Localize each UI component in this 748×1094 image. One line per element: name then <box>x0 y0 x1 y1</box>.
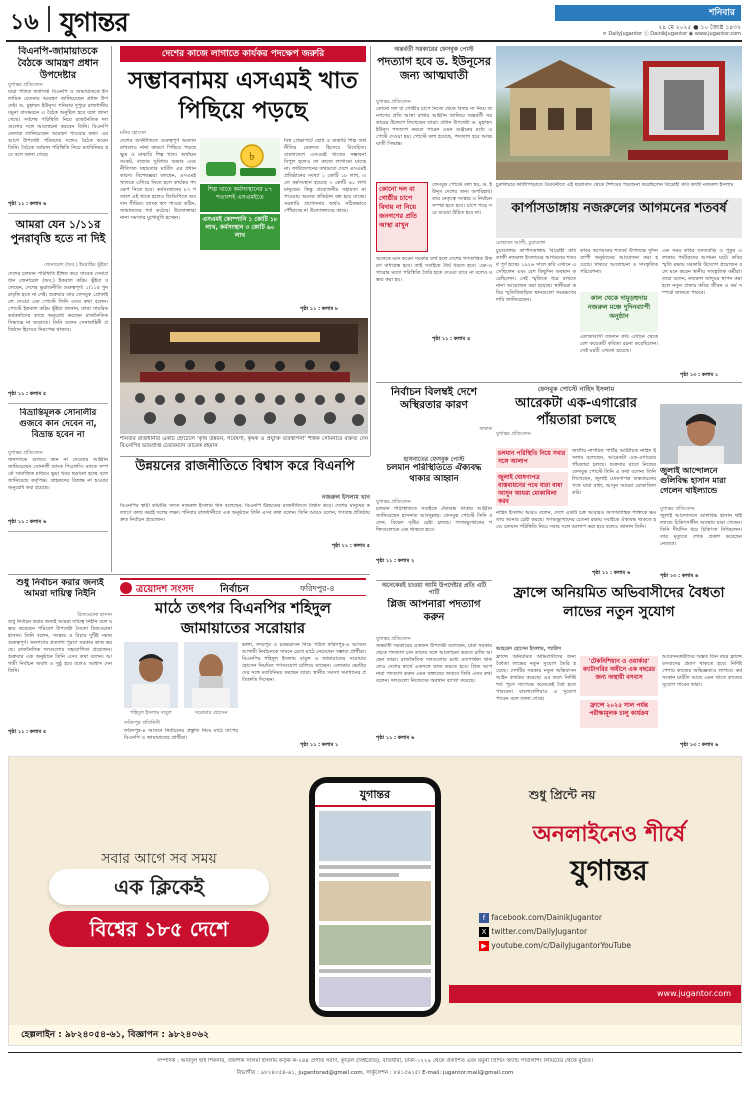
byline: যুগান্তর প্রতিবেদন <box>376 499 411 505</box>
ad-right-tag: শুধু প্রিন্টে নয় <box>529 788 596 802</box>
continued-ref[interactable]: পৃষ্ঠা ১১ : কলাম ৬ <box>8 201 47 207</box>
continued-ref[interactable]: পৃষ্ঠা ১১ : কলাম ৪ <box>432 336 471 342</box>
candidate-photo-1 <box>124 642 178 708</box>
coin-hand-icon <box>200 138 280 182</box>
hotline-bar: হেল্পলাইন : ৯৮২৪০৫৪-৬১, বিজ্ঞাপন : ৯৮২৪০৬২ <box>9 1025 741 1045</box>
body-text: আবেদনকারীদের অন্তত তিন বছর ফ্রান্সে বসবাসের প্রমাণ থাকতে হবে। নির্দিষ্ট পেশায় কাজের অভিজ্ঞতাও লাগবে। কর্মসংস্থান ঘাটতি আছে এমন খাতে কাজের সুযোগ পাবেন তারা। <box>662 654 742 688</box>
kicker: অনেকেরই চাওয়া আমি উপদেষ্টার প্রতি এটি পার্টি <box>381 582 487 596</box>
twitter-handle[interactable]: DailyJugantor <box>608 31 643 37</box>
series-label: ত্রয়োদশ সংসদ <box>136 584 194 595</box>
headline[interactable]: ফ্রান্সে অনিয়মিত অভিবাসীদের বৈধতা লাভের নতুন সুযোগ <box>513 585 725 620</box>
headline[interactable]: প্লিজ আপনারা পদত্যাগ করুন <box>387 599 481 623</box>
newspaper-logo[interactable]: যুগান্তর <box>60 8 128 38</box>
body-text: অন্তর্বর্তী সরকারের একজন উপদেষ্টা বলেছেন, যারা সরকার থেকে পদত্যাগ চান তাদের সঙ্গে আলোচনা করতে রাজি আছেন তারা। রাজনৈতিক দলগুলোর মধ্যে মতপার্থক্য থাকলেও দেশের স্বার্থে একসঙ্গে কাজ করতে হবে। প্লিজ আপনারা পদত্যাগ করুন এমন বক্তব্যের জবাবে তিনি এসব কথা বলেন। দলগুলো নিজেদের অবস্থান ব্যাখ্যা করেছে। <box>376 643 492 684</box>
body-text: শুধু নির্বাচন করার জন্যই আমরা দায়িত্ব নিইনি বলে মন্তব্য করেছেন পরিবেশ উপদেষ্টা সৈয়দা রিজওয়ানা হাসান। তিনি বলেন, সংস্কার ও বিচার দুটিই সমান গুরুত্বপূর্ণ। জনগণের প্রত্যাশা পূরণে সরকার কাজ করছে। রাজনৈতিক দলগুলোর সহযোগিতা প্রয়োজন। শুক্রবার এক অনুষ্ঠানে তিনি এসব কথা বলেন। আগামী নির্বাচন অবাধ ও সুষ্ঠু হবে বলেও আশ্বাস দেন তিনি। <box>8 619 112 674</box>
body-text: যারা পতিত ফ্যাসিস্ট বিএনপি ও জামায়াতকে ইসলামিক চেতনায় আমন্ত্রণ জানিয়েছেন প্রধান উপদেষ্টা ড. মুহাম্মদ ইউনূস। শনিবার দুপুরে রাজধানীর যমুনা বাসভবনে এ বৈঠক অনুষ্ঠিত হবে বলে জানা গেছে। সর্বশেষ পরিস্থিতি নিয়ে রাজনৈতিক দলগুলোর সঙ্গে আলোচনা করবেন তিনি। বিএনপি নেতারা জানিয়েছেন আমন্ত্রণ পাওয়ার কথা। এর আগে উপদেষ্টা পরিষদের সঙ্গেও বৈঠক করেন তিনি। বৈঠকে বর্তমান পরিস্থিতি নিয়ে মতবিনিময় হবে বলে জানা গেছে। <box>8 89 108 158</box>
lead-body-left: দেশের অর্থনীতিতে গুরুত্বপূর্ণ অবদান রাখলেও নানা কারণে পিছিয়ে পড়ছে ক্ষুদ্র ও মাঝারি শিল্প খাত। অর্থায়ন সংকট, বাজার সুবিধার অভাব এবং নীতিগত সহায়তার ঘাটতি এর প্রধান কারণ। বিশেষজ্ঞরা বলছেন, এসএমই খাতকে এগিয়ে নিতে হলে কার্যকর পদক্ষেপ নিতে হবে। কর্মসংস্থানের ৮৭ শতাংশ এই খাতে হলেও জিডিপিতে অবদান সীমিত। ব্যাংক ঋণ পাওয়া কঠিন, জামানতের শর্ত কঠোর। উদ্যোক্তারা নানা সমস্যার মুখোমুখি হচ্ছেন। <box>120 138 196 221</box>
headline[interactable]: বিভ্রান্তিমূলক সোনালীর গুজবে কান দেবেন না, বিভ্রান্ত হবেন না <box>19 408 97 440</box>
continued-ref[interactable]: পৃষ্ঠা ১১ : কলাম ৫ <box>331 543 370 549</box>
online-ad[interactable] <box>8 756 742 1046</box>
pull-quote: চলমান পরিস্থিতি নিয়ে সবার সঙ্গে আলাপ <box>496 448 568 468</box>
ad-right-headline: অনলাইনেও শীর্ষে <box>532 822 686 847</box>
nazrul-pull: কাল থেকে দামুড়হুদায় নজরুল মঞ্চে দুদিনব্যাপী অনুষ্ঠান <box>580 292 658 332</box>
photo-caption: শনিবার রাজধানীর একটি হোটেলে 'কৃষি উন্নয়ন, গবেষণা, কৃষক ও প্রযুক্তি ব্যবস্থাপনা' শীর্ষক সেমিনারে বক্তব্য দেন বিএনপির ভারপ্রাপ্ত চেয়ারম্যান তারেক রহমান <box>120 436 368 449</box>
byline: ফারুক <box>479 426 492 432</box>
body-text: জনগণকে গুজবে কান না দেওয়ার আহ্বান জানিয়েছেন সোনালী ব্যাংক পিএলসি। ব্যাংক সম্পর্কে সামাজিক মাধ্যমে ভুয়া খবর ছড়ানো হচ্ছে বলে জানিয়েছে কর্তৃপক্ষ। গ্রাহকদের বিভ্রান্ত না হওয়ার অনুরোধ করা হয়েছে। <box>8 457 108 491</box>
headline[interactable]: আরেকটা এক-এগারোর পাঁয়তারা চলছে <box>515 396 637 428</box>
website-link[interactable]: www.jugantor.com <box>694 31 741 37</box>
continued-ref[interactable]: পৃষ্ঠা ১১ : কলাম ৬ <box>8 519 47 525</box>
lead-headline[interactable]: সম্ভাবনাময় এসএমই খাত পিছিয়ে পড়ছে <box>128 68 358 124</box>
masthead <box>0 0 748 42</box>
election-story <box>376 386 492 452</box>
body-text: জাতীয় নাগরিক পার্টির আহ্বায়ক নাহিদ ইসলাম বলেছেন, আরেকটা এক-এগারোর পাঁয়তারা চলছে। শুক্রবার রাতে নিজের ফেসবুক পোস্টে তিনি এ কথা বলেন। তিনি লিখেছেন, জুলাই ঘোষণাপত্র বাস্তবায়নের পথে যারা বাধা, আসুন আমরা মোকাবিলা করি। <box>572 448 656 496</box>
continued-ref[interactable]: পৃষ্ঠা ১১ : কলাম ৬ <box>376 735 415 741</box>
day-badge: শনিবার <box>555 5 741 21</box>
byline: যুগান্তর প্রতিবেদন <box>8 82 43 88</box>
continued-ref[interactable]: পৃষ্ঠা ১৩ : কলাম ৬ <box>680 742 719 748</box>
twitter-link[interactable]: X twitter.com/DailyJugantor <box>479 925 719 939</box>
contact-line: বিভাগীয় : ৯৮২৪০৫৪-৬১, jugantorad@gmail.com, সার্কুলেশন : ৮৪১৫৬১৫। E-mail: jugantor.mail@gmail.com <box>236 1070 514 1076</box>
headline[interactable]: আমরা যেন ১/১১র পুনরাবৃত্তি হতে না দিই <box>10 218 106 245</box>
body-text: বিএনপির স্থায়ী কমিটির সদস্য নজরুল ইসলাম খান বলেছেন, বিএনপি উন্নয়নের রাজনীতিতে বিশ্বাস করে। দেশের মানুষের কল্যাণে কাজ করাই দলের লক্ষ্য। শনিবার রাজধানীতে এক অনুষ্ঠানে তিনি এসব কথা বলেন। তিনি আরও বলেন, গণতন্ত্র প্রতিষ্ঠায় দ্রুত নির্বাচন প্রয়োজন। <box>120 503 370 523</box>
ad-url-bar[interactable]: www.jugantor.com <box>449 985 741 1003</box>
pull-quote: জুলাই ঘোষণাপত্র বাস্তবায়নের পথে যারা বাধা আসুন আমরা মোকাবিলা করব <box>496 472 568 506</box>
headline[interactable]: জুলাই আন্দোলনে গুলিবিদ্ধ হাসান মারা গেলেন থাইল্যান্ডে <box>660 466 726 495</box>
nahid-story <box>496 386 656 580</box>
twitter-icon: X <box>479 927 489 937</box>
byline: যুগান্তর প্রতিবেদন <box>8 450 43 456</box>
headline[interactable]: নির্বাচন বিলম্বই দেশে অস্থিরতার কারণ <box>391 386 477 411</box>
parliament-banner <box>120 578 366 596</box>
byline: রিজওয়ানা হাসান <box>77 612 112 618</box>
constituency: ফরিদপুর-৪ <box>300 584 335 593</box>
politics-story <box>120 458 370 548</box>
continued-ref[interactable]: পৃষ্ঠা ১১ : কলাম ৮ <box>300 306 339 312</box>
migrant-headline-box <box>496 584 742 644</box>
continued-ref[interactable]: পৃষ্ঠা ১১ : কলাম ৬ <box>592 570 631 576</box>
byline: যুগান্তর প্রতিবেদন <box>660 506 695 512</box>
byline: মোহাম্মদ আলী, চুয়াডাঙ্গা <box>496 240 546 246</box>
candidate-photo-2 <box>184 642 238 708</box>
hasan-photo <box>660 404 742 464</box>
phone-mockup <box>309 777 441 1017</box>
ad-tagline-1: সবার আগে সব সময় <box>101 851 217 867</box>
headline[interactable]: শুধু নির্বাচন করার জন্যই আমরা দায়িত্ব নিইনি <box>16 578 104 599</box>
continued-ref[interactable]: পৃষ্ঠা ১১ : কলাম ৫ <box>8 729 47 735</box>
nazrul-headline-box <box>496 198 742 238</box>
body-text: ফরিদপুর-৪ আসনে নির্বাচনের প্রস্তুতি নিয়ে মাঠে তৎপর বিএনপি ও জামায়াতের প্রার্থীরা। <box>124 728 238 741</box>
ad-right-logo: যুগান্তর <box>570 854 648 887</box>
continued-ref[interactable]: পৃষ্ঠা ১১ : কলাম ৫ <box>8 391 47 397</box>
stat-box-2: এসএমই কোম্পানি ১ কোটি ১৮ লাখ, কর্মসংস্থান ৩ কোটি ৬০ লাখ <box>200 214 280 250</box>
byline: জেনারেল (অব.) ইবরাহিম ভূঁইয়া <box>44 262 108 268</box>
svg-text:৳: ৳ <box>249 150 255 163</box>
body-text: কবির আগমনের শতবর্ষ উপলক্ষে দুদিনব্যাপী অনুষ্ঠানের আয়োজন করা হয়েছে। থাকবে আলোচনা ও সাংস্কৃতিক পরিবেশনা। <box>580 248 658 275</box>
thai-story <box>660 466 742 582</box>
kicker: ফেসবুক পোস্টে নাহিদ ইসলাম <box>537 385 615 393</box>
ad-button[interactable]: এক ক্লিকেই <box>49 869 269 905</box>
continued-ref[interactable]: পৃষ্ঠা ১১ : কলাম ২ <box>376 558 415 564</box>
byline: যুগান্তর প্রতিবেদন <box>376 99 411 105</box>
yunus-story <box>376 46 492 346</box>
continued-ref[interactable]: পৃষ্ঠা ১৩ : কলাম ৬ <box>660 573 699 579</box>
headline[interactable]: কার্পাসডাঙ্গায় নজরুলের আগমনের শতবর্ষ <box>511 201 727 216</box>
body-text: ভাঙ্গা, সদরপুর ও চরভদ্রাসন নিয়ে গঠিত ফরিদপুর-৪ আসনে আগামী নির্বাচনকে সামনে রেখে মাঠে নেমেছেন সম্ভাব্য প্রার্থীরা। বিএনপির শহিদুল ইসলাম বাবুল ও জামায়াতের সরোয়ার হোসেন নিয়মিত গণসংযোগ চালিয়ে যাচ্ছেন। এলাকার ভোটারদের সঙ্গে মতবিনিময় করছেন তারা। স্থানীয় সমস্যা সমাধানের প্রতিশ্রুতি দিচ্ছেন। <box>242 642 366 683</box>
continued-ref[interactable]: পৃষ্ঠা ১৩ : কলাম ১ <box>680 372 719 378</box>
body-text: কোনো দল বা গোষ্ঠীর চাপে নিজে থেকে বিদায় না নিয়ে জনগণের প্রতি আস্থা রাখার আহ্বান জানিয়ে অন্তর্বর্তী সরকারের উদ্দেশে লিখেছেন তারা। প্রধান উপদেষ্টা ড. মুহাম্মদ ইউনূস পদত্যাগ করতে পারেন এমন গুঞ্জনের মধ্যে এ পোস্ট দেওয়া হয়। পোস্টে বলা হয়েছে, পদত্যাগ হবে আত্মঘাতী সিদ্ধান্ত। <box>376 106 492 147</box>
continued-ref[interactable]: পৃষ্ঠা ১১ : কলাম ১ <box>300 742 339 748</box>
body-text: ফ্রান্সে অনিয়মিত অভিবাসীদের জন্য বৈধতা লাভের নতুন সুযোগ তৈরি হয়েছে। দেশটির সরকার নতুন অভিবাসন আইন কার্যকর করেছে। এর ফলে নির্দিষ্ট শর্ত পূরণ সাপেক্ষে অনেকেই বৈধ হতে পারবেন। বাংলাদেশিরাও এ সুযোগ পাবেন বলে জানা গেছে। <box>496 654 576 702</box>
facebook-icon: ⓕ <box>643 31 649 37</box>
youtube-icon: ▶ <box>479 941 489 951</box>
pull-quote: কোনো দল বা গোষ্ঠীর চাপে বিদায় না নিয়ে জনগণের প্রতি আস্থা রাখুন <box>376 182 428 252</box>
body-text: এলাকাবাসী জানান কবি এখানে থেকে বেশ কয়েকটি কবিতা রচনা করেছিলেন। সেই ঘরটি এখনো রয়েছে। <box>580 334 658 354</box>
byline: যুগান্তর প্রতিবেদন <box>496 431 531 437</box>
unity-story <box>376 456 492 576</box>
rizwana-story <box>8 578 112 750</box>
phone-logo: যুগান্তর <box>315 783 435 807</box>
page-number: ১৬ <box>10 9 39 35</box>
youtube-link[interactable]: ▶ youtube.com/c/DailyJugantorYouTube <box>479 939 719 953</box>
byline: নজরুল ইসলাম খান <box>321 494 370 501</box>
seminar-photo <box>120 318 368 434</box>
lead-kicker: দেশের কাজে লাগাতে কার্যকর পদক্ষেপ জরুরি <box>120 46 366 62</box>
pull-quote: 'টেকনিশিয়ান ও ওয়ার্কার' ক্যাটাগরির অধীনে এক বছরের জন্য অস্থায়ী বসবাস <box>580 656 658 696</box>
headline[interactable]: বিএনপি-জামায়াতকে বৈঠকে আমন্ত্রণ প্রধান উপদেষ্টার <box>17 46 99 81</box>
lead-body-right: বিশ্ব প্রেক্ষাপটে ছোট ও মাঝারি শিল্প অর্থনীতির মেরুদণ্ড হিসেবে বিবেচিত। বাংলাদেশে এসএমই খাতের সম্ভাবনা বিপুল হলেও তা কাজে লাগানো যাচ্ছে না। ফাউন্ডেশনের তথ্যমতে দেশে এসএমই প্রতিষ্ঠানের সংখ্যা ১ কোটি ১৮ লাখ, এতে কর্মসংস্থান হয়েছে ৩ কোটি ৬০ লাখ মানুষের। কিন্তু প্রয়োজনীয় সহায়তা না পাওয়ায় অনেক প্রতিষ্ঠান বন্ধ হয়ে যাচ্ছে। সরকারি প্রণোদনার অর্থও সঠিকভাবে পৌঁছাচ্ছে না উদ্যোক্তাদের কাছে। <box>284 138 366 214</box>
nazrul-photo <box>496 46 742 180</box>
byline: আহমেদ হোসেন ইসলাম, প্যারিস <box>496 646 562 652</box>
body-text: জুলাই আন্দোলনে গুলিবিদ্ধ হাসান থাইল্যান্ডে চিকিৎসাধীন অবস্থায় মারা গেছেন। তিনি দীর্ঘদিন ধরে চিকিৎসা নিচ্ছিলেন। তার মৃত্যুতে শোক প্রকাশ করেছেন নেতারা। <box>660 513 742 547</box>
facebook-handle[interactable]: DainikJugantor <box>650 31 688 37</box>
facebook-icon: f <box>479 913 489 923</box>
body-text: নাহিদ ইসলাম আরও বলেন, দেশে একটি চক্র আবারও অগণতান্ত্রিক শক্তিকে ক্ষমতায় আনার চেষ্টা করছে। গণঅভ্যুত্থানের চেতনা রক্ষায় সবাইকে ঐক্যবদ্ধ থাকতে হবে। চলমান পরিস্থিতি নিয়ে সবার সঙ্গে আলাপ করা হবে বলেও জানান তিনি। <box>496 510 656 530</box>
left-column <box>8 46 108 572</box>
body-text: চলমান পরিস্থিতিতে সবাইকে ঐক্যবদ্ধ থাকার আহ্বান জানিয়েছেন হাসনাত আবদুল্লাহ। ফেসবুক পোস্টে তিনি বলেন, বিভেদ সৃষ্টির চেষ্টা চলছে। গণঅভ্যুত্থানের শক্তিগুলোকে এক থাকতে হবে। <box>376 506 492 533</box>
body-text: এক সময় কবির বসতবাড়ি ও পুকুর এলাকায় পর্যটকদের আগমন ঘটে। কবির স্মৃতি রক্ষায় সরকারি উদ্যোগ প্রয়োজন বলে মনে করেন স্থানীয় সাংস্কৃতিক কর্মীরা। তারা বলেন, নজরুল জাদুঘর স্থাপন করা হলে নতুন প্রজন্ম কবির জীবন ও কর্ম সম্পর্কে জানতে পারবে। <box>662 248 742 296</box>
parliament-headline[interactable]: মাঠে তৎপর বিএনপির শহিদুল জামায়াতের সরোয়ার <box>155 599 331 637</box>
imprint-line: সম্পাদক : আবদুল হাই শিকদার, প্রকাশক সালমা ইসলাম কর্তৃক ক-২৪৪ প্রগতি সরণি, কুড়িল (বিশ্বরোড), বারিধারা, ঢাকা-১২২৯ থেকে প্রকাশিত এবং যমুনা প্রিন্টিং অ্যান্ড পাবলিশিং লিমিটেড থেকে মুদ্রিত। <box>157 1058 593 1064</box>
photo-caption: চুরুলিয়ার কাজীপাড়াতে বৈরবনীতে এই ছাত্রাবাস থেকে শৈশবের পড়াশুনা করেছিলেন বিদ্রোহী কবি কাজী নজরুল ইসলাম <box>496 182 734 188</box>
pull-quote: ফ্রান্সে ২০২৫ সাল পর্যন্ত পরীক্ষামূলক চালু কার্যক্রম <box>580 700 658 728</box>
ad-reach: বিশ্বের ১৮৫ দেশে <box>49 911 269 947</box>
body-text: চুয়াডাঙ্গার কার্পাসডাঙ্গায় বিদ্রোহী কবি কাজী নজরুল ইসলামের আগমনের শতবর্ষ পূর্ণ হচ্ছে। ১৯২৬ সালে কবি এখানে এসেছিলেন এবং বেশ কিছুদিন অবস্থান করেছিলেন। সেই স্মৃতিকে ধরে রাখতে নানা আয়োজন করা হয়েছে। স্থানীয়রা কবির স্মৃতিবিজড়িত স্থানগুলো সংরক্ষণের দাবি জানিয়েছেন। <box>496 248 576 303</box>
lead-byline: মনির হোসেন <box>120 130 146 136</box>
kicker: হাসনাতের ফেসবুক পোস্ট <box>403 456 465 463</box>
headline[interactable]: উন্নয়নের রাজনীতিতে বিশ্বাস করে বিএনপি <box>135 459 355 474</box>
twitter-icon: ✕ <box>602 31 607 37</box>
kicker: অন্তর্বর্তী সরকারের ফেসবুক পোস্ট <box>394 46 474 53</box>
candidate-name-1: শহিদুল ইসলাম বাবুল <box>130 710 172 716</box>
headline[interactable]: চলমান পরিস্থিতিতে ঐক্যবদ্ধ থাকার আহ্বান <box>386 463 482 484</box>
candidate-name-2: সরোয়ার হোসেন <box>194 710 228 716</box>
series-label-2: নির্বাচন <box>220 584 249 595</box>
headline[interactable]: পদত্যাগ হবে ড. ইউনূসের জন্য আত্মঘাতী <box>377 55 491 82</box>
stat-box-1: শিল্প খাতে কর্মসংস্থানের ৮৭ শতাংশই এসএমইতে <box>200 184 280 212</box>
byline: যুগান্তর প্রতিবেদন <box>376 636 411 642</box>
byline: ফরিদপুর প্রতিনিধি <box>124 720 160 726</box>
social-link-list <box>479 911 719 953</box>
sme-graphic <box>200 138 280 182</box>
body-text: অনেকে মনে করেন সরকার ব্যর্থ হলে দেশের গণতান্ত্রিক উত্তরণ বাধাগ্রস্ত হবে। তাই সবাইকে ধৈর্য ধরতে হবে। এক-এগারোর মতো পরিস্থিতি তৈরি হতে দেওয়া যাবে না বলেও মন্তব্য করা হয়। <box>376 256 492 283</box>
facebook-link[interactable]: f facebook.com/DainikJugantor <box>479 911 719 925</box>
body-text: দেশের চলমান পরিস্থিতি ইঙ্গিত করে সাবেক সেনাপ্রধান জেনারেল (অব.) ইকবাল করিম ভূঁইয়া বলেছেন, দেশের ভূরাজনীতি গুরুত্বপূর্ণ। ১/১১র পুনরাবৃত্তি হতে না দেই। শুক্রবার তার ফেসবুক প্রোফাইলে দেওয়া এক পোস্টে তিনি এসব কথা বলেন। পোস্টে ইকবাল করিম ভূঁইয়া জানান, তারা সামরিক কর্মকর্তাদের কাছে অনুরোধ করছেন রাজনৈতিক সিদ্ধান্তে না জড়াতে। তিনি বলেন সেনাবাহিনী প্রতিষ্ঠান হিসেবে নিরপেক্ষ থাকবে। <box>8 271 108 333</box>
globe-icon: ◉ <box>688 31 694 37</box>
issue-date: ২৪ মে ২০২৫ ● ১০ জ্যৈষ্ঠ ১৪৩২ <box>658 24 741 31</box>
social-handles <box>555 30 741 37</box>
body-text: ফেসবুক পোস্টে বলা হয়, ড. ইউনূস দেশের জন্য অপরিহার্য। তার নেতৃত্বে সংস্কার ও নির্বাচন সম্পন্ন হতে হবে। চাপে পড়ে সরে যাওয়া উচিত হবে না। <box>432 182 492 216</box>
resign-story <box>376 582 492 748</box>
parliament-logo-icon <box>120 582 132 594</box>
